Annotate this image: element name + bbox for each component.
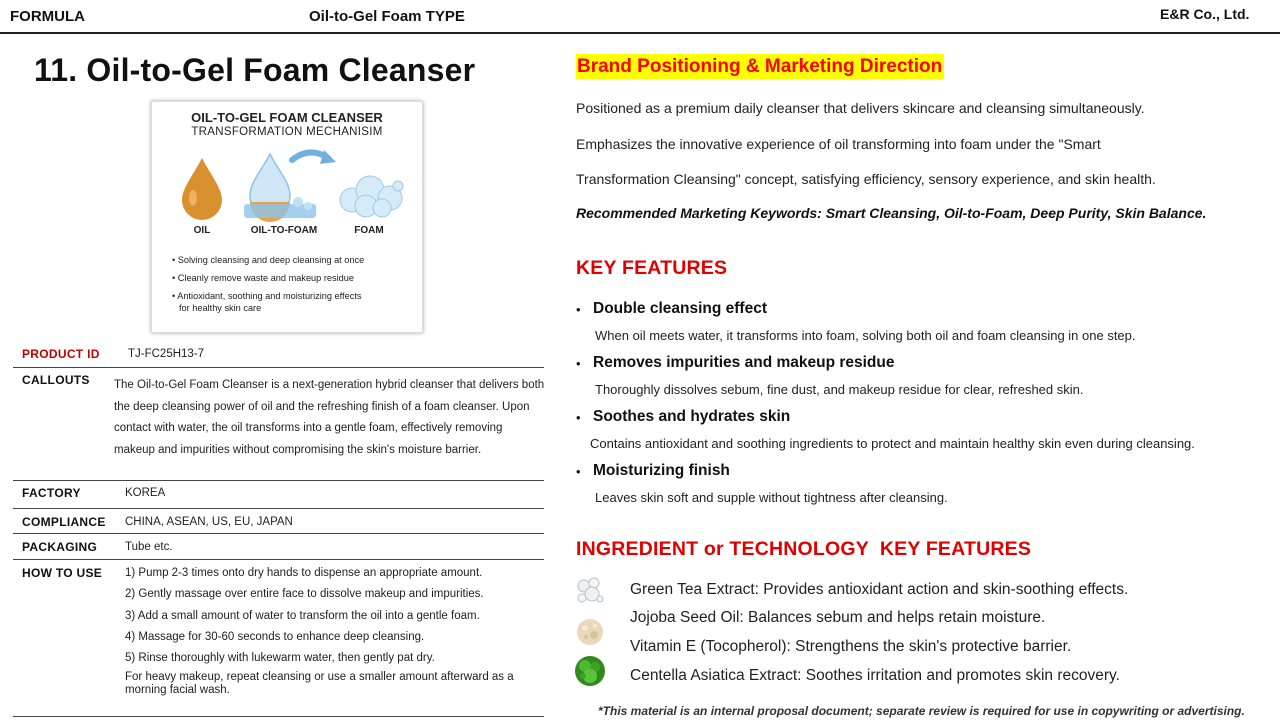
page-title: 11. Oil-to-Gel Foam Cleanser — [34, 52, 476, 88]
how-to-use-step: 3) Add a small amount of water to transform the oil into a gentle foam. — [125, 609, 480, 622]
compliance-label: COMPLIANCE — [22, 515, 106, 529]
diagram-bullet: for healthy skin care — [179, 303, 262, 313]
brand-positioning-heading: Brand Positioning & Marketing Direction — [577, 56, 943, 77]
feature-bullet: • — [576, 302, 581, 317]
table-divider — [13, 716, 544, 717]
header-divider — [0, 32, 1280, 34]
diagram-bullets — [172, 254, 364, 320]
ingredient-centella: Centella Asiatica Extract: Soothes irritation and promotes skin recovery. — [630, 667, 1120, 684]
feature-title-double-cleansing: Double cleansing effect — [593, 300, 767, 317]
feature-desc-double-cleansing: When oil meets water, it transforms into foam, solving both oil and foam cleansing in one step. — [595, 328, 1136, 343]
product-id-label: PRODUCT ID — [22, 347, 100, 361]
feature-desc-moisturizing: Leaves skin soft and supple without tightness after cleansing. — [595, 490, 948, 505]
brand-paragraph-1: Positioned as a premium daily cleanser that delivers skincare and cleansing simultaneously. — [576, 100, 1145, 116]
diagram-illustration — [152, 144, 422, 224]
oil-drop-icon — [182, 158, 222, 220]
how-to-use-step: For heavy makeup, repeat cleansing or use a smaller amount afterward as a morning facial wash. — [125, 671, 514, 697]
product-id-value: TJ-FC25H13-7 — [128, 348, 205, 360]
feature-bullet: • — [576, 464, 581, 479]
how-to-use-step: 4) Massage for 30-60 seconds to enhance deep cleansing. — [125, 630, 425, 643]
table-divider — [13, 480, 544, 481]
powder-icon — [574, 615, 606, 647]
diagram-bullet: • Solving cleansing and deep cleansing at once — [172, 255, 365, 265]
stage-label-oil-to-foam: OIL-TO-FOAM — [250, 225, 318, 236]
compliance-value: CHINA, ASEAN, US, EU, JAPAN — [125, 516, 293, 528]
diagram-bullet: • Cleanly remove waste and makeup residue — [172, 273, 354, 283]
ingredient-vitamin-e: Vitamin E (Tocopherol): Strengthens the skin's protective barrier. — [630, 638, 1072, 655]
diagram-bullet: • Antioxidant, soothing and moisturizing effects — [172, 291, 362, 301]
brand-paragraph-2a: Emphasizes the innovative experience of oil transforming into foam under the "Smart — [576, 136, 1101, 152]
ingredient-jojoba: Jojoba Seed Oil: Balances sebum and helps retain moisture. — [630, 609, 1046, 626]
factory-label: FACTORY — [22, 486, 81, 500]
header-type-label: Oil-to-Gel Foam TYPE — [309, 8, 465, 25]
table-divider — [13, 559, 544, 560]
how-to-use-steps — [125, 565, 545, 697]
feature-title-moisturizing: Moisturizing finish — [593, 462, 730, 479]
header-formula-label: FORMULA — [10, 8, 85, 25]
packaging-value: Tube etc. — [125, 541, 173, 553]
feature-title-removes-impurities: Removes impurities and makeup residue — [593, 354, 895, 371]
table-divider — [13, 533, 544, 534]
mechanism-diagram — [151, 101, 423, 333]
how-to-use-step: 2) Gently massage over entire face to dissolve makeup and impurities. — [125, 588, 484, 601]
diagram-title: OIL-TO-GEL FOAM CLEANSER — [191, 110, 383, 125]
header-company-name: E&R Co., Ltd. — [1160, 6, 1250, 22]
feature-bullet: • — [576, 356, 581, 371]
foam-icon — [340, 176, 403, 217]
feature-desc-soothes-hydrates: Contains antioxidant and soothing ingredients to protect and maintain healthy skin even during cleansing. — [590, 436, 1195, 451]
oil-to-foam-icon — [244, 154, 316, 222]
bubbles-icon — [574, 574, 606, 606]
stage-label-oil: OIL — [193, 225, 211, 236]
callouts-label: CALLOUTS — [22, 373, 90, 387]
factory-value: KOREA — [125, 487, 166, 499]
key-features-heading: KEY FEATURES — [576, 257, 728, 279]
feature-desc-removes-impurities: Thoroughly dissolves sebum, fine dust, and makeup residue for clear, refreshed skin. — [595, 382, 1084, 397]
feature-bullet: • — [576, 410, 581, 425]
packaging-label: PACKAGING — [22, 540, 98, 554]
ingredient-green-tea: Green Tea Extract: Provides antioxidant action and skin-soothing effects. — [630, 581, 1129, 598]
stage-label-foam: FOAM — [354, 225, 384, 236]
marketing-keywords: Recommended Marketing Keywords: Smart Cleansing, Oil-to-Foam, Deep Purity, Skin Balance. — [576, 205, 1207, 221]
leaf-icon — [574, 655, 606, 687]
how-to-use-label: HOW TO USE — [22, 566, 103, 580]
table-divider — [13, 508, 544, 509]
feature-title-soothes-hydrates: Soothes and hydrates skin — [593, 408, 791, 425]
table-divider — [13, 367, 544, 368]
diagram-subtitle: TRANSFORMATION MECHANISIM — [191, 126, 383, 138]
footnote-disclaimer: *This material is an internal proposal document; separate review is required for use in copywriting or advertising. — [598, 704, 1245, 718]
ingredients-heading: INGREDIENT or TECHNOLOGY KEY FEATURES — [576, 538, 1032, 560]
brand-paragraph-2b: Transformation Cleansing" concept, satisfying efficiency, sensory experience, and skin health. — [576, 171, 1156, 187]
how-to-use-step: 1) Pump 2-3 times onto dry hands to dispense an appropriate amount. — [125, 567, 483, 579]
how-to-use-step: 5) Rinse thoroughly with lukewarm water, then gently pat dry. — [125, 652, 435, 665]
callouts-value: The Oil-to-Gel Foam Cleanser is a next-generation hybrid cleanser that delivers both the deep cleansing power of oil and the refreshing finish of a foam cleanser. Upon contact with water, the oil transforms into a gentle foam, effectively removing makeup and impurities without compromising the skin's moisture barrier. — [114, 379, 545, 456]
